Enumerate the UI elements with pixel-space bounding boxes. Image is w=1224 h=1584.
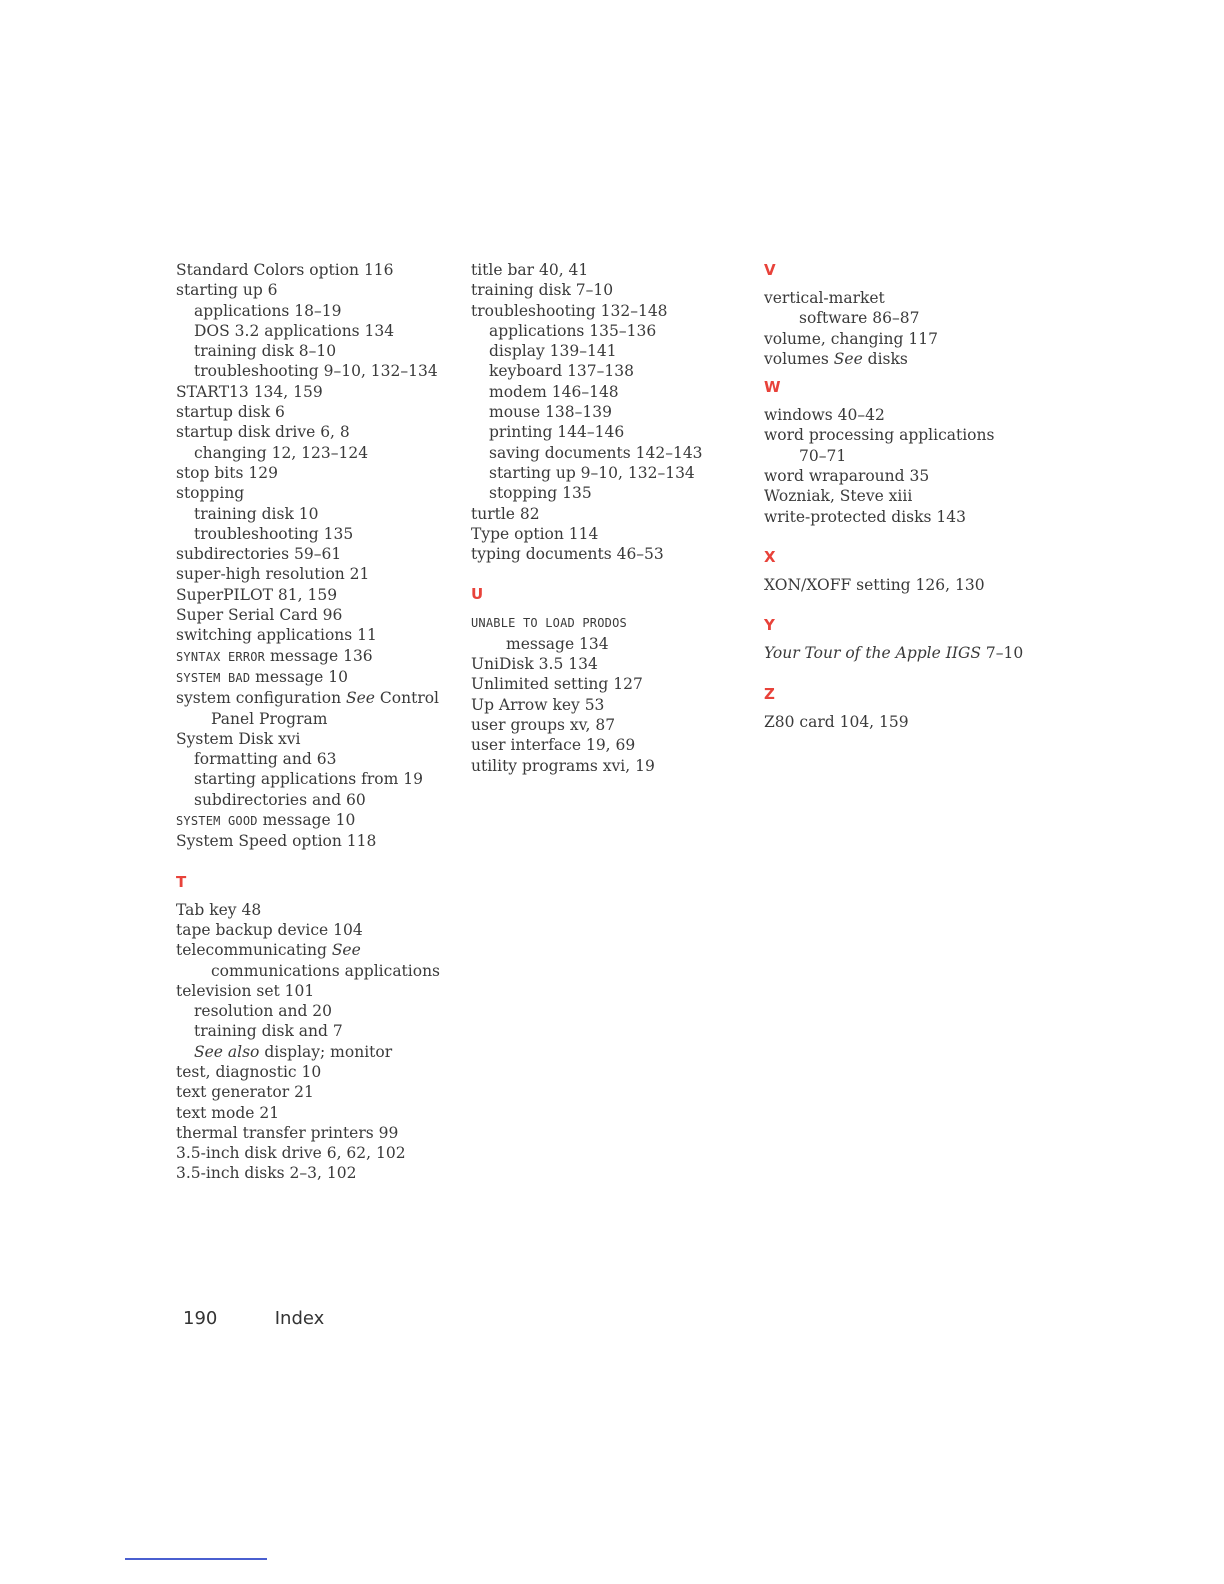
page-footer: [183, 1308, 324, 1329]
index-entry: [471, 735, 703, 755]
index-entry-text: windows 40–42: [764, 406, 885, 425]
index-entry-text: display; monitor: [259, 1042, 393, 1061]
index-entry: [764, 507, 1023, 527]
index-entry-text: message 134: [506, 634, 609, 653]
index-entry: [176, 585, 440, 605]
index-entry: [176, 810, 440, 831]
index-entry-text: text mode 21: [176, 1103, 280, 1122]
index-entry-text: saving documents 142–143: [489, 443, 703, 462]
index-entry: [471, 634, 703, 654]
index-entry-text: Super Serial Card 96: [176, 606, 343, 625]
spacer: [176, 852, 440, 872]
index-entry: [176, 564, 440, 584]
index-entry-text: printing 144–146: [489, 423, 625, 442]
spacer: [471, 604, 703, 612]
spacer: [764, 280, 1023, 288]
index-entry-text: See: [833, 349, 863, 368]
index-entry: [764, 712, 1023, 732]
index-entry-text: Unlimited setting 127: [471, 675, 643, 694]
index-entry: [176, 1082, 440, 1102]
index-entry: [176, 1143, 440, 1163]
index-entry: [764, 425, 1023, 445]
index-entry: [176, 321, 440, 341]
spacer: [764, 397, 1023, 405]
index-entry: [176, 981, 440, 1001]
index-entry-text: 70–71: [799, 446, 847, 465]
index-entry-text: SuperPILOT 81, 159: [176, 585, 338, 604]
index-entry-text: volumes: [764, 349, 834, 368]
index-entry-text: UNABLE TO LOAD PRODOS: [471, 616, 627, 631]
index-entry-text: system configuration: [176, 689, 347, 708]
index-entry: [176, 1163, 440, 1183]
index-entry-text: SYSTEM GOOD: [176, 814, 258, 829]
index-entry-text: disks: [862, 349, 908, 368]
index-entry-text: Control: [374, 689, 440, 708]
index-entry: [764, 446, 1023, 466]
section-letter: Z: [764, 684, 775, 703]
index-entry-text: startup disk drive 6, 8: [176, 423, 350, 442]
index-entry: [471, 612, 703, 633]
index-entry: [176, 260, 440, 280]
index-entry: [764, 308, 1023, 328]
index-entry: [176, 301, 440, 321]
index-entry: [471, 504, 703, 524]
index-entry-text: subdirectories 59–61: [176, 545, 342, 564]
index-entry-text: television set 101: [176, 981, 315, 1000]
section-letter: Y: [764, 616, 775, 635]
index-entry-text: user groups xv, 87: [471, 715, 616, 734]
index-entry: [471, 524, 703, 544]
spacer: [764, 369, 1023, 377]
index-entry: [176, 382, 440, 402]
index-entry: [176, 524, 440, 544]
index-entry: [176, 625, 440, 645]
index-entry-text: Wozniak, Steve xiii: [764, 487, 913, 506]
index-entry: [176, 749, 440, 769]
index-entry: [471, 483, 703, 503]
index-entry: [764, 349, 1023, 369]
page-number: 190: [183, 1308, 218, 1329]
index-entry-text: Tab key 48: [176, 900, 262, 919]
index-entry: [176, 1123, 440, 1143]
index-entry-text: troubleshooting 132–148: [471, 301, 668, 320]
index-entry: [471, 301, 703, 321]
index-column-2: [471, 260, 703, 776]
section-letter: W: [764, 378, 781, 397]
index-entry: [471, 463, 703, 483]
spacer: [764, 664, 1023, 684]
index-entry: [176, 605, 440, 625]
index-entry: [176, 831, 440, 851]
index-entry-text: turtle 82: [471, 504, 540, 523]
index-entry: [176, 940, 440, 960]
index-entry-text: See also: [194, 1042, 260, 1061]
index-entry-text: telecommunicating: [176, 941, 332, 960]
index-entry: [176, 341, 440, 361]
index-entry-text: stopping 135: [489, 484, 592, 503]
index-entry: [764, 643, 1023, 663]
index-entry-text: subdirectories and 60: [194, 790, 366, 809]
index-entry-text: training disk and 7: [194, 1022, 343, 1041]
index-entry-text: thermal transfer printers 99: [176, 1123, 399, 1142]
index-entry: [471, 544, 703, 564]
index-entry: [176, 667, 440, 688]
index-entry: [471, 715, 703, 735]
index-entry-text: stopping: [176, 484, 245, 503]
index-entry-text: XON/XOFF setting 126, 130: [764, 575, 985, 594]
index-entry-text: starting up 6: [176, 281, 278, 300]
index-entry-text: Your Tour of the Apple IIGS: [764, 644, 981, 663]
index-entry-text: modem 146–148: [489, 382, 619, 401]
index-entry-text: volume, changing 117: [764, 329, 938, 348]
index-entry-text: 7–10: [980, 644, 1024, 663]
index-entry-text: Type option 114: [471, 524, 599, 543]
index-entry-text: startup disk 6: [176, 403, 285, 422]
index-entry: [471, 260, 703, 280]
index-entry-text: training disk 10: [194, 504, 319, 523]
index-entry: [176, 920, 440, 940]
section-letter: X: [764, 547, 776, 566]
index-entry: [176, 483, 440, 503]
section-name: Index: [274, 1308, 325, 1329]
index-entry: [471, 654, 703, 674]
index-entry-text: See: [346, 689, 375, 708]
index-entry: [471, 321, 703, 341]
index-entry-text: write-protected disks 143: [764, 507, 966, 526]
spacer: [176, 892, 440, 900]
index-entry-text: tape backup device 104: [176, 920, 363, 939]
index-entry: [176, 769, 440, 789]
section-letter: T: [176, 872, 187, 891]
index-entry-text: software 86–87: [799, 309, 920, 328]
index-entry-text: display 139–141: [489, 342, 617, 361]
index-entry-text: word wraparound 35: [764, 467, 930, 486]
index-entry-text: vertical-market: [764, 289, 885, 307]
index-entry-text: Z80 card 104, 159: [764, 712, 909, 731]
index-entry: [471, 341, 703, 361]
index-entry-text: 3.5-inch disks 2–3, 102: [176, 1164, 357, 1183]
index-entry-text: SYSTEM BAD: [176, 670, 251, 685]
index-entry: [176, 361, 440, 381]
index-entry: [764, 466, 1023, 486]
index-entry: [471, 674, 703, 694]
index-entry-text: starting applications from 19: [194, 770, 423, 789]
index-entry: [176, 709, 440, 729]
index-entry: [764, 288, 1023, 308]
index-entry: [176, 280, 440, 300]
index-entry: [176, 790, 440, 810]
spacer: [764, 567, 1023, 575]
index-entry: [176, 422, 440, 442]
index-entry: [176, 544, 440, 564]
index-entry: [471, 756, 703, 776]
index-entry-text: SYNTAX ERROR: [176, 649, 266, 664]
index-entry-text: typing documents 46–53: [471, 545, 664, 564]
index-entry-text: UniDisk 3.5 134: [471, 655, 598, 674]
index-entry: [764, 329, 1023, 349]
index-entry: [471, 695, 703, 715]
spacer: [764, 595, 1023, 615]
index-column-3: [764, 260, 1023, 732]
index-entry: [176, 1001, 440, 1021]
index-entry: [471, 422, 703, 442]
index-entry-text: message 10: [250, 667, 348, 686]
index-entry-text: applications 135–136: [489, 321, 657, 340]
index-entry-text: super-high resolution 21: [176, 565, 370, 584]
index-entry-text: title bar 40, 41: [471, 261, 589, 279]
index-entry-text: START13 134, 159: [176, 382, 323, 401]
index-entry: [176, 443, 440, 463]
section-letter: V: [764, 261, 776, 279]
index-entry: [471, 280, 703, 300]
index-entry: [176, 504, 440, 524]
index-entry: [471, 361, 703, 381]
index-entry-text: troubleshooting 9–10, 132–134: [194, 362, 438, 381]
spacer: [471, 564, 703, 584]
index-entry-text: switching applications 11: [176, 626, 377, 645]
index-entry: [471, 402, 703, 422]
index-entry-text: See: [331, 941, 361, 960]
index-entry-text: user interface 19, 69: [471, 736, 636, 755]
index-entry: [176, 961, 440, 981]
index-entry-text: Standard Colors option 116: [176, 261, 394, 279]
spacer: [764, 527, 1023, 547]
index-entry-text: 3.5-inch disk drive 6, 62, 102: [176, 1144, 406, 1163]
index-entry: [764, 405, 1023, 425]
spacer: [764, 635, 1023, 643]
index-entry-text: Up Arrow key 53: [471, 695, 605, 714]
index-entry-text: stop bits 129: [176, 463, 278, 482]
bottom-rule: [125, 1558, 267, 1560]
index-entry: [176, 646, 440, 667]
index-entry-text: starting up 9–10, 132–134: [489, 463, 695, 482]
index-entry-text: communications applications: [211, 961, 441, 980]
section-letter: U: [471, 585, 484, 604]
index-entry: [764, 486, 1023, 506]
index-entry-text: mouse 138–139: [489, 403, 612, 422]
index-entry-text: changing 12, 123–124: [194, 443, 369, 462]
spacer: [764, 704, 1023, 712]
index-entry: [176, 729, 440, 749]
index-entry-text: formatting and 63: [194, 750, 337, 769]
index-entry-text: DOS 3.2 applications 134: [194, 321, 395, 340]
index-entry: [176, 1042, 440, 1062]
index-entry: [176, 1103, 440, 1123]
index-entry: [471, 443, 703, 463]
index-entry-text: word processing applications: [764, 426, 995, 445]
index-entry: [471, 382, 703, 402]
index-entry-text: text generator 21: [176, 1083, 314, 1102]
index-entry-text: message 136: [265, 646, 373, 665]
index-entry-text: keyboard 137–138: [489, 362, 634, 381]
index-entry: [764, 575, 1023, 595]
index-entry-text: message 10: [257, 811, 356, 830]
index-entry-text: System Disk xvi: [176, 729, 301, 748]
index-entry-text: training disk 7–10: [471, 281, 614, 300]
index-entry: [176, 1062, 440, 1082]
index-entry-text: applications 18–19: [194, 301, 342, 320]
index-entry: [176, 900, 440, 920]
index-entry: [176, 688, 440, 708]
index-entry-text: test, diagnostic 10: [176, 1062, 322, 1081]
index-entry-text: resolution and 20: [194, 1002, 333, 1021]
index-entry-text: Panel Program: [211, 709, 328, 728]
index-column-1: [176, 260, 440, 1184]
index-entry: [176, 402, 440, 422]
index-entry: [176, 463, 440, 483]
index-entry-text: utility programs xvi, 19: [471, 756, 655, 775]
index-entry: [176, 1021, 440, 1041]
index-entry-text: troubleshooting 135: [194, 524, 354, 543]
index-entry-text: training disk 8–10: [194, 342, 337, 361]
index-entry-text: System Speed option 118: [176, 832, 377, 851]
